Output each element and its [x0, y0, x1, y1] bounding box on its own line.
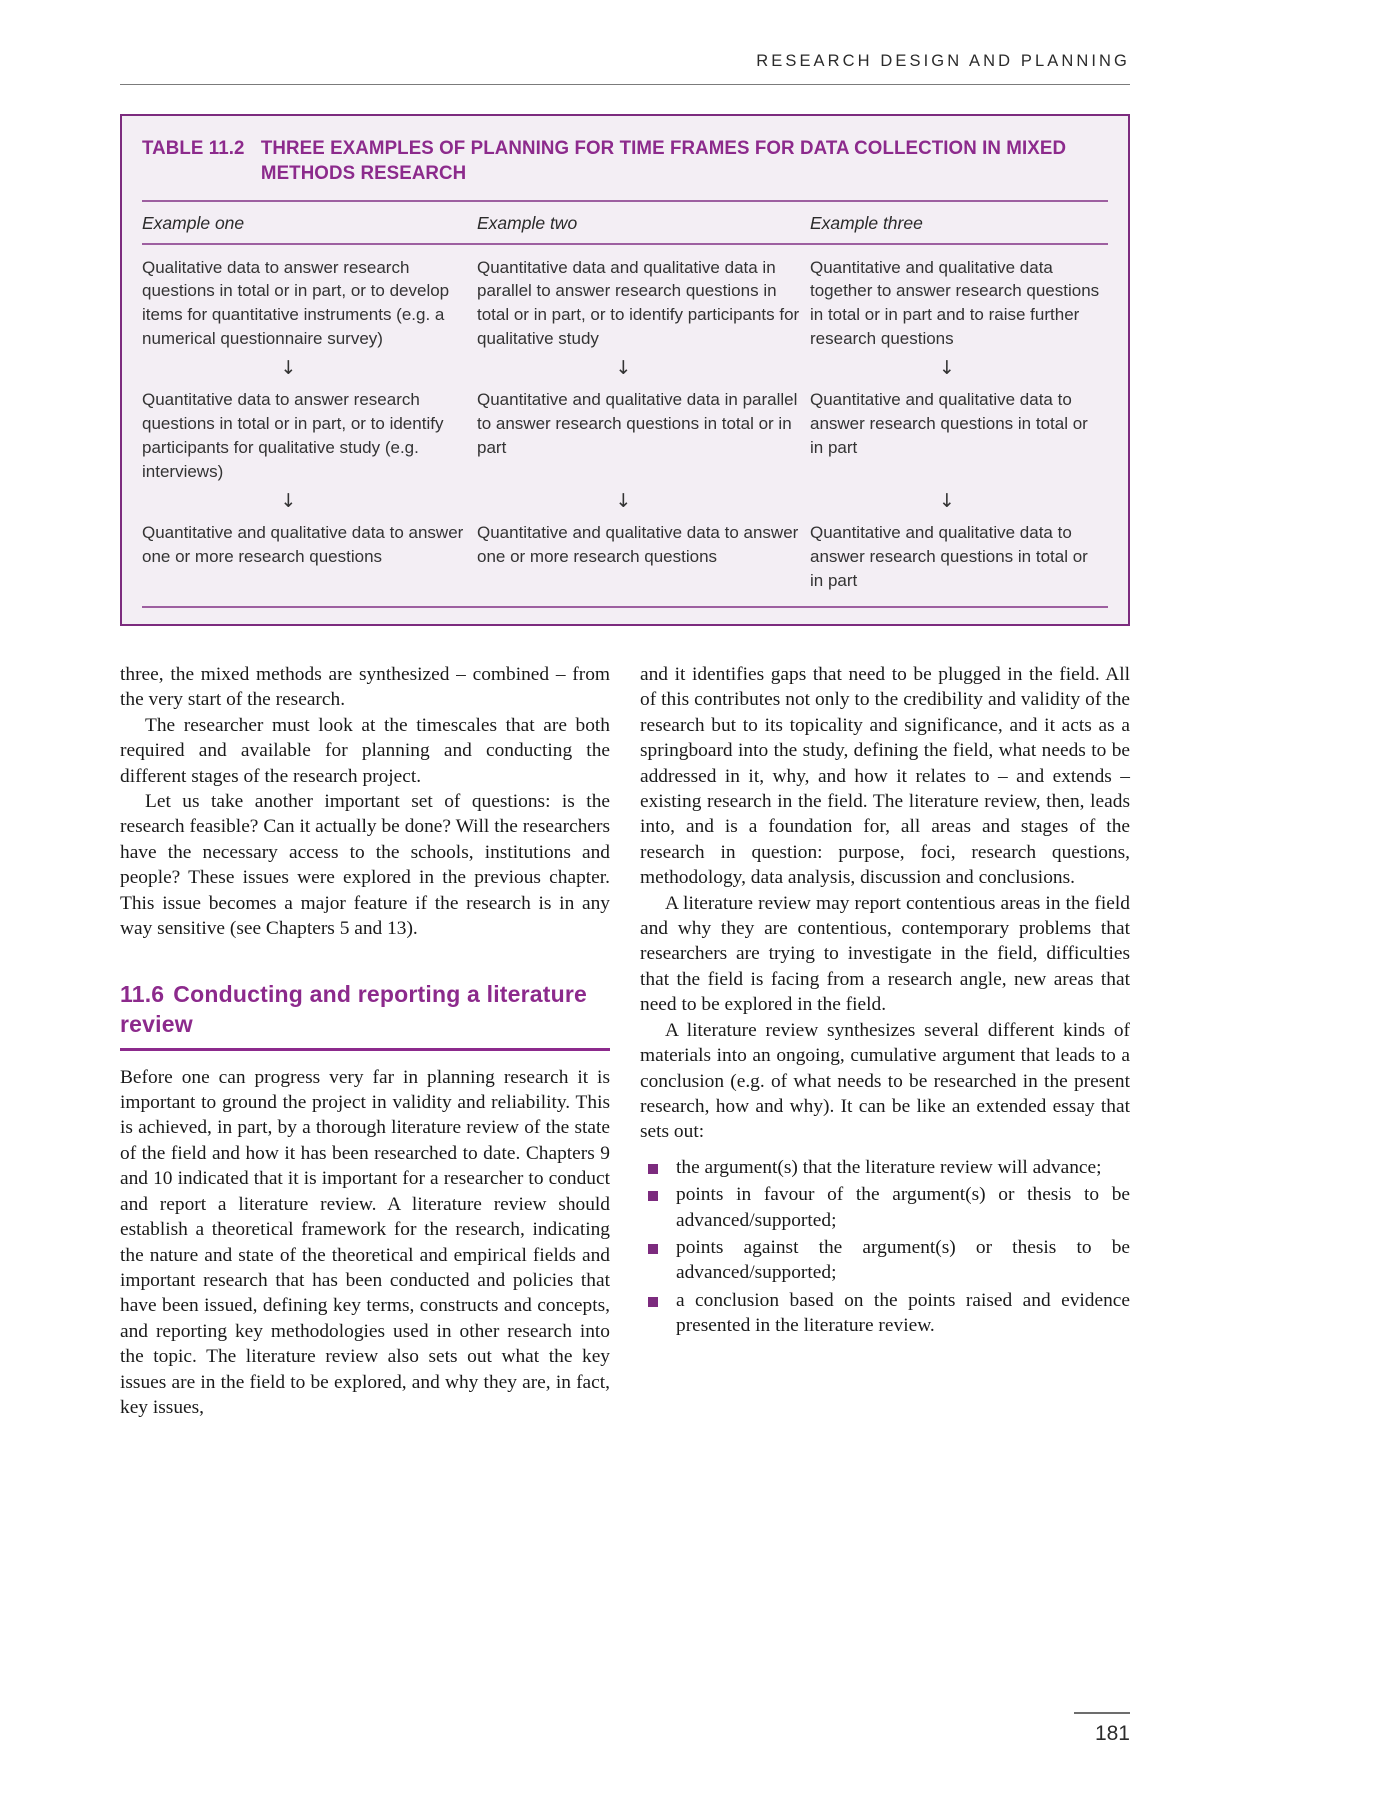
bullet-list	[640, 1155, 1130, 1339]
list-item-text: a conclusion based on the points raised and evidence presented in the literature review.	[676, 1289, 1130, 1337]
list-item	[640, 1182, 1130, 1233]
table-cell: Quantitative and qualitative data together to answer research questions in total or in part and to raise further research questions	[810, 257, 1100, 348]
table-cell: Quantitative and qualitative data to answer research questions in total or in part	[810, 390, 1088, 457]
section-heading	[120, 979, 610, 1039]
paragraph: three, the mixed methods are synthesized – combined – from the very start of the research.	[120, 664, 610, 711]
table-bottom-rule	[142, 606, 1108, 608]
list-item-text: points in favour of the argument(s) or thesis to be advanced/supported;	[676, 1184, 1130, 1231]
column-header-example-one: Example one	[142, 213, 245, 233]
column-header-example-two: Example two	[477, 213, 578, 233]
table-row	[142, 521, 1108, 592]
down-arrow-icon: ↓	[615, 490, 632, 513]
list-item-text: points against the argument(s) or thesis to be advanced/supported;	[676, 1236, 1130, 1284]
table-cell: Quantitative and qualitative data in parallel to answer research questions in total or in part	[477, 390, 798, 457]
paragraph: A literature review synthesizes several different kinds of materials into an ongoing, cumulative argument that leads to a conclusion (e.g. of what needs to be researched in the present research, how and why). It can be like an extended essay that sets out:	[640, 1019, 1130, 1143]
running-head: RESEARCH DESIGN AND PLANNING	[756, 52, 1130, 70]
table-header-row	[142, 202, 1108, 243]
folio-rule	[1074, 1712, 1130, 1714]
running-head-rule	[120, 84, 1130, 85]
page-number: 181	[1094, 1722, 1130, 1745]
table-title-text: THREE EXAMPLES OF PLANNING FOR TIME FRAMES FOR DATA COLLECTION IN MIXED METHODS RESEARCH	[260, 137, 1067, 184]
square-bullet-icon	[648, 1244, 658, 1254]
right-column	[640, 662, 1130, 1420]
down-arrow-icon: ↓	[939, 490, 955, 513]
paragraph: and it identifies gaps that need to be plugged in the field. All of this contributes not only to the credibility and validity of the research but to its topicality and significance, and it acts as a springboard into the study, defining the field, what needs to be addressed in it, why, and how it relates to – and extends – existing research in the field. The literature review, then, leads into, and is a foundation for, all areas and stages of the research in question: purpose, foci, research questions, methodology, data analysis, discussion and conclusions.	[640, 664, 1130, 889]
section-heading-rule	[120, 1048, 610, 1050]
paragraph: The researcher must look at the timescales that are both required and available for planning and conducting the different stages of the research project.	[120, 714, 610, 787]
down-arrow-icon: ↓	[939, 357, 955, 380]
arrow-row	[142, 483, 1108, 521]
list-item-text: the argument(s) that the literature review will advance;	[676, 1156, 1102, 1178]
table-number: TABLE 11.2	[142, 137, 245, 159]
table-cell: Quantitative and qualitative data to answer research questions in total or in part	[810, 523, 1088, 590]
paragraph: Let us take another important set of questions: is the research feasible? Can it actually be done? Will the researchers have the necessary access to the schools, institutions and people? These issues were explored in the previous chapter. This issue becomes a major feature if the research is in any way sensitive (see Chapters 5 and 13).	[120, 791, 610, 940]
table-row	[142, 245, 1108, 351]
table-cell: Quantitative data and qualitative data in parallel to answer research questions in total or in part, or to identify participants for qualitative study	[477, 257, 800, 348]
table-cell: Quantitative and qualitative data to answer one or more research questions	[477, 523, 799, 566]
down-arrow-icon: ↓	[280, 357, 297, 380]
paragraph: Before one can progress very far in planning research it is important to ground the project in validity and reliability. This is achieved, in part, by a thorough literature review of the state of the field and how it has been researched to date. Chapters 9 and 10 indicated that it is important for a researcher to conduct and report a literature review. A literature review should establish a theoretical framework for the research, indicating the nature and state of the theoretical and empirical fields and important research that has been conducted and policies that have been issued, defining key terms, constructs and concepts, and reporting key methodologies used in other research into the topic. The literature review also sets out what the key issues are in the field to be explored, and why they are, in fact, key issues,	[120, 1066, 610, 1418]
column-header-example-three: Example three	[810, 213, 923, 233]
table-row	[142, 388, 1108, 483]
square-bullet-icon	[648, 1191, 658, 1201]
square-bullet-icon	[648, 1297, 658, 1307]
list-item	[640, 1235, 1130, 1286]
table-caption	[142, 136, 1069, 186]
article-body	[120, 662, 1130, 1420]
table-cell: Quantitative data to answer research questions in total or in part, or to identify participants for qualitative study (e.g. interviews)	[142, 390, 444, 481]
section-heading-text: Conducting and reporting a literature review	[120, 981, 588, 1038]
table-cell: Quantitative and qualitative data to answer one or more research questions	[142, 523, 464, 566]
table-cell: Qualitative data to answer research questions in total or in part, or to develop items for quantitative instruments (e.g. a numerical questionnaire survey)	[142, 257, 450, 348]
left-column	[120, 662, 610, 1420]
down-arrow-icon: ↓	[280, 490, 297, 513]
list-item	[640, 1155, 1130, 1180]
list-item	[640, 1288, 1130, 1339]
section-number: 11.6	[120, 981, 165, 1008]
table-11-2	[120, 114, 1130, 626]
arrow-row	[142, 350, 1108, 388]
down-arrow-icon: ↓	[615, 357, 632, 380]
square-bullet-icon	[648, 1164, 658, 1174]
paragraph: A literature review may report contentious areas in the field and why they are contentious, contemporary problems that researchers are trying to investigate in the field, difficulties that the field is facing from a research angle, new areas that need to be explored in the field.	[640, 892, 1130, 1016]
